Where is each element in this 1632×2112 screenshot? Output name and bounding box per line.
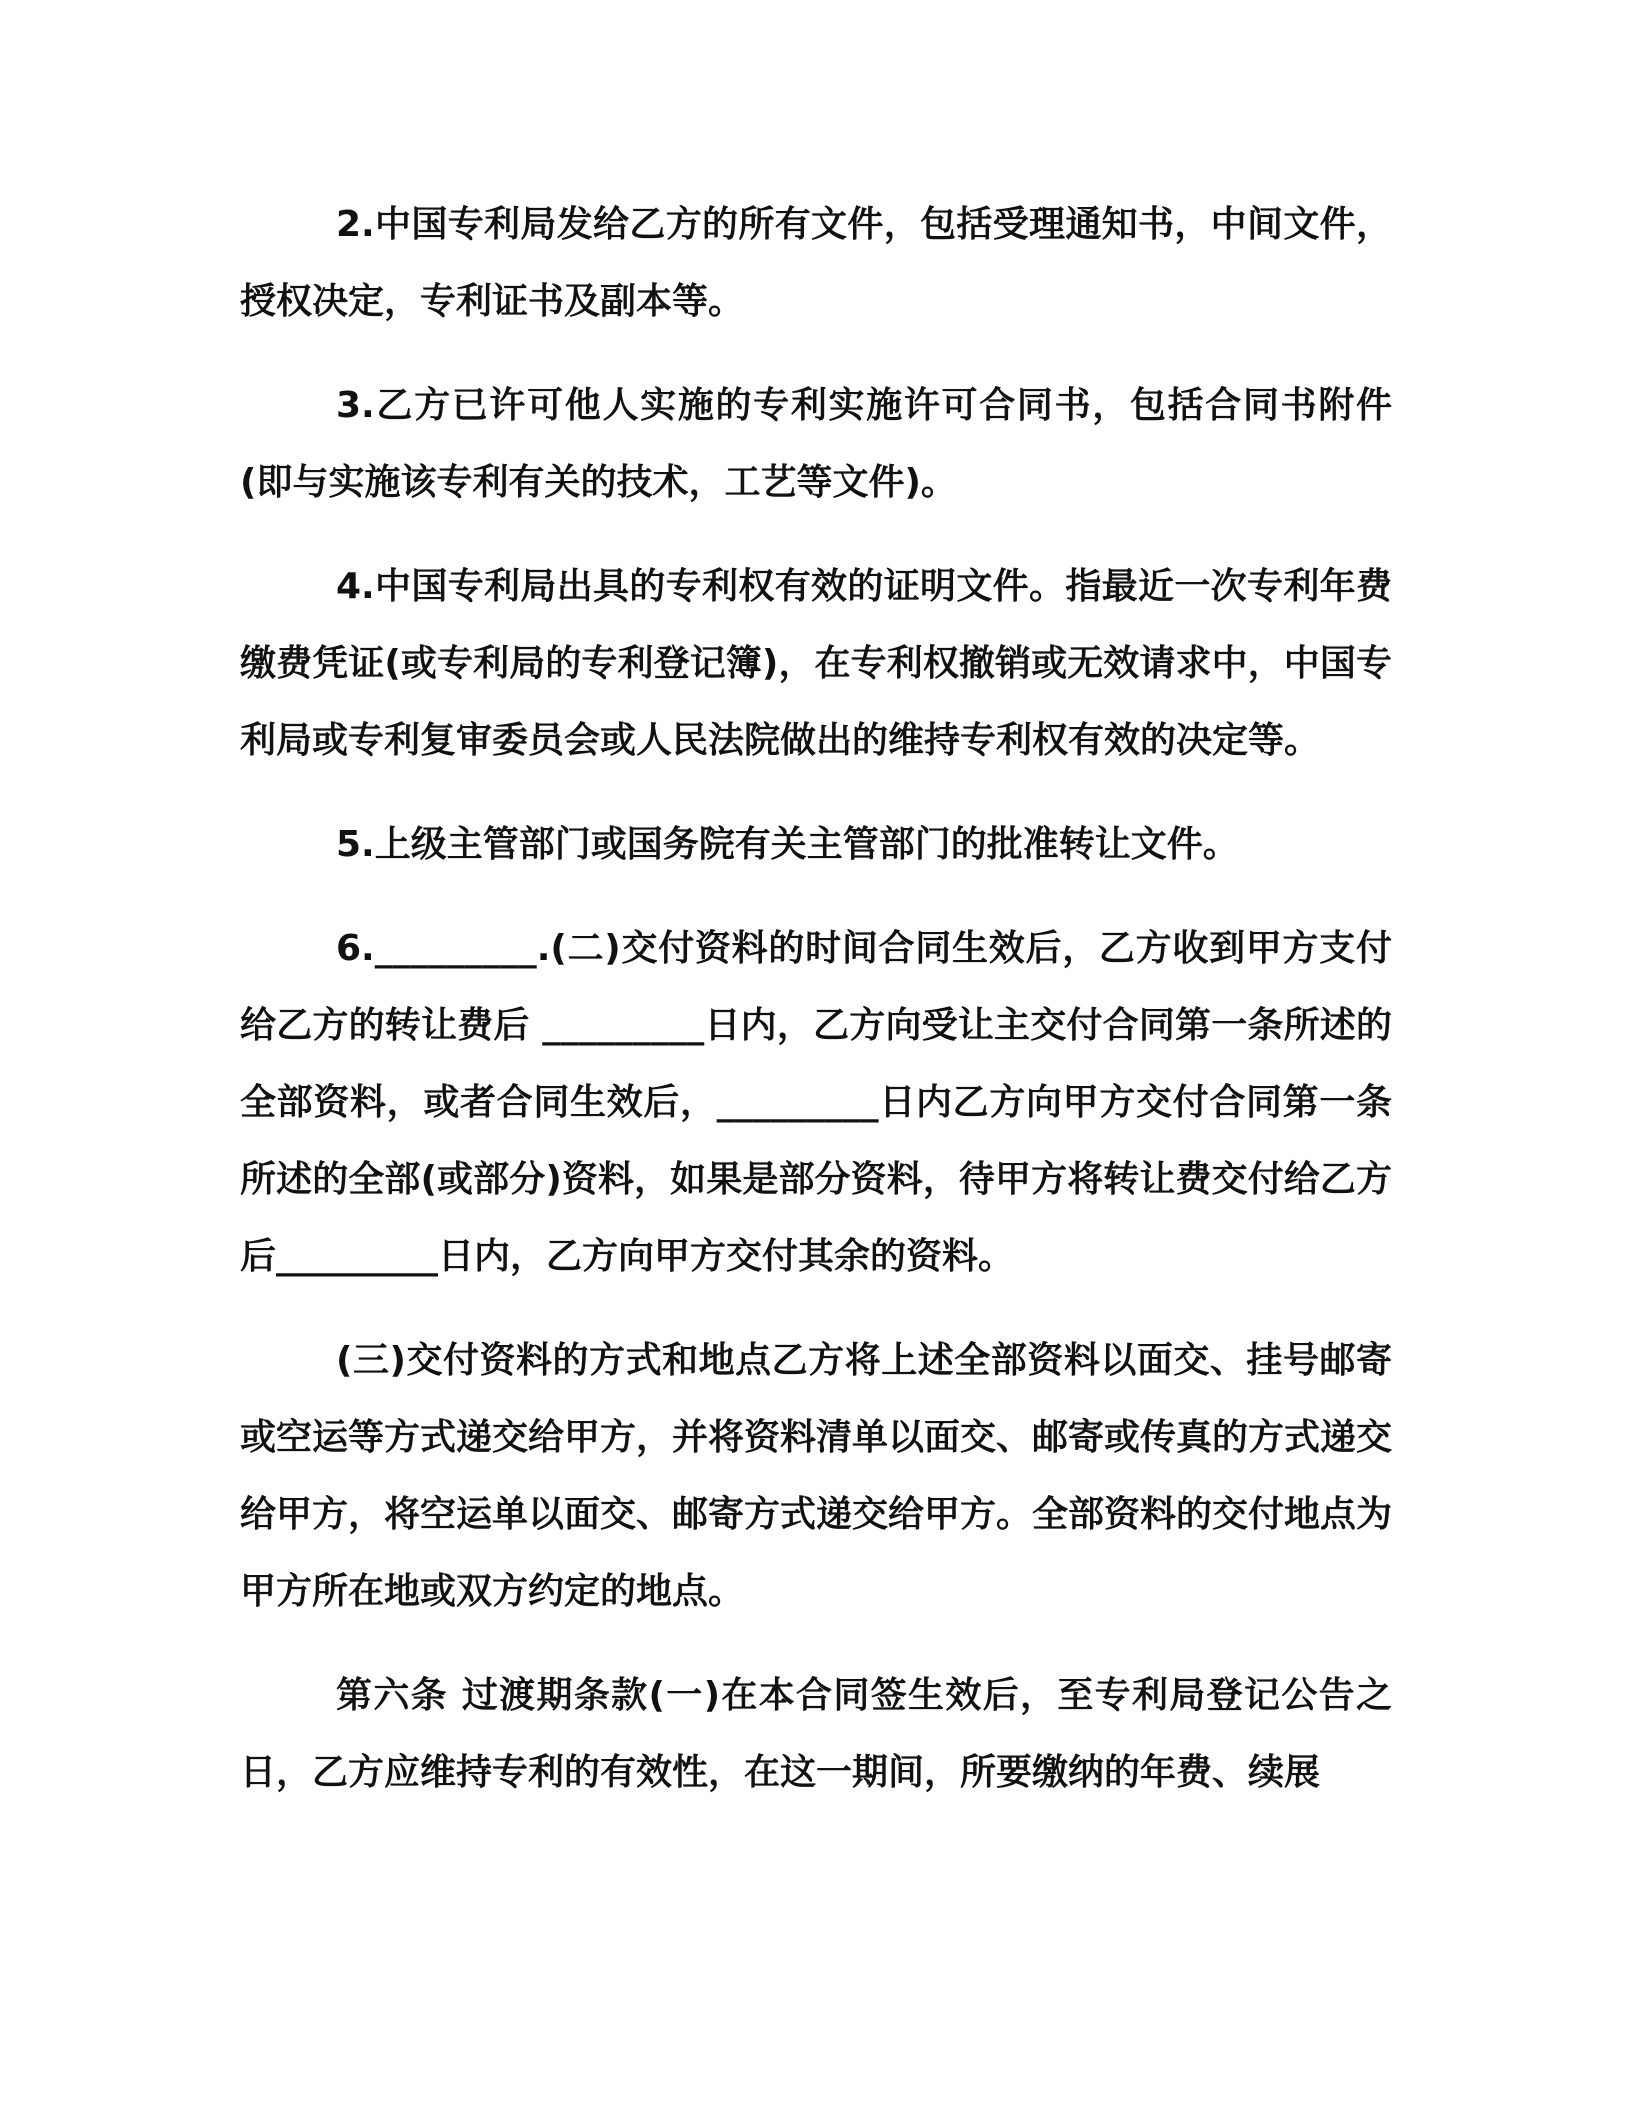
paragraph-article-6-transition: 第六条 过渡期条款(一)在本合同签生效后，至专利局登记公告之日，乙方应维持专利的有效性，在这一期间，所要缴纳的年费、续展 xyxy=(240,1675,1392,1793)
paragraph-item-3: 3.乙方已许可他人实施的专利实施许可合同书，包括合同书附件(即与实施该专利有关的技术，工艺等文件)。 xyxy=(240,385,1392,503)
paragraph-delivery-method: (三)交付资料的方式和地点乙方将上述全部资料以面交、挂号邮寄或空运等方式递交给甲方，并将资料清单以面交、邮寄或传真的方式递交给甲方，将空运单以面交、邮寄方式递交给甲方。全部资料的交付地点为甲方所在地或双方约定的地点。 xyxy=(240,1340,1393,1612)
paragraph-item-6-delivery-time: 6._________.(二)交付资料的时间合同生效后，乙方收到甲方支付给乙方的转让费后 _________日内，乙方向受让主交付合同第一条所述的全部资料，或者合同生效后，_________日内乙方向甲方交付合同第一条所述的全部(或部分)资料，如果是部分资料，待甲方将转让费交付给乙方后_________日内，乙方向甲方交付其余的资料。 xyxy=(240,928,1392,1277)
document-body xyxy=(240,186,1392,1838)
paragraph-item-5: 5.上级主管部门或国务院有关主管部门的批准转让文件。 xyxy=(336,824,1239,865)
paragraph-item-4: 4.中国专利局出具的专利权有效的证明文件。指最近一次专利年费缴费凭证(或专利局的专利登记簿)，在专利权撤销或无效请求中，中国专利局或专利复审委员会或人民法院做出的维持专利权有效的决定等。 xyxy=(240,566,1392,761)
paragraph-item-2: 2.中国专利局发给乙方的所有文件，包括受理通知书，中间文件，授权决定，专利证书及副本等。 xyxy=(240,204,1392,322)
